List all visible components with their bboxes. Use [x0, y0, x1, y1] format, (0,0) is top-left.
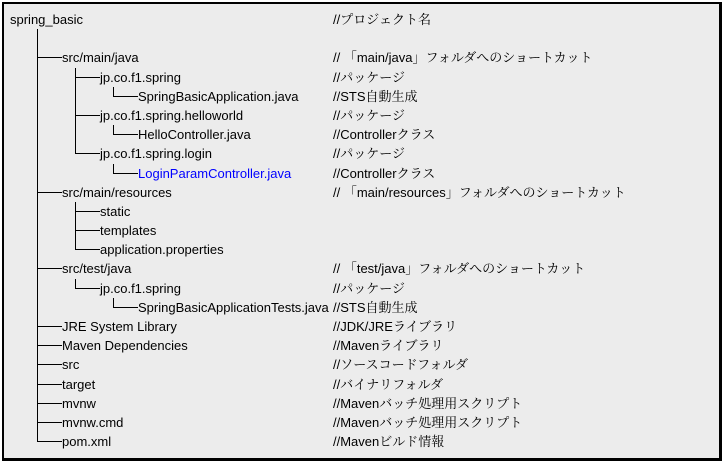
node-label: application.properties — [100, 242, 224, 258]
tree-row — [4, 259, 719, 278]
node-comment: //Mavenバッチ処理用スクリプト — [333, 414, 523, 430]
tree-row — [4, 394, 719, 413]
node-label: spring_basic — [10, 12, 83, 27]
node-comment: // 「main/java」フォルダへのショートカット — [333, 50, 593, 66]
node-comment: //JDK/JREライブラリ — [333, 319, 458, 334]
tree-branch-dash — [37, 268, 62, 269]
node-label: jp.co.f1.spring.login — [100, 146, 213, 162]
node-label: jp.co.f1.spring — [100, 69, 181, 85]
tree-row — [4, 375, 719, 394]
tree-branch-pipe — [37, 87, 38, 106]
node-label: target — [62, 376, 96, 392]
tree-row — [4, 413, 719, 432]
node-comment: //Mavenバッチ処理用スクリプト — [333, 395, 523, 411]
tree-branch-dash — [37, 422, 62, 423]
tree-row — [4, 317, 719, 336]
node-comment: // 「test/java」フォルダへのショートカット — [333, 261, 586, 277]
node-label: JRE System Library — [62, 319, 177, 334]
node-comment: //Controllerクラス — [333, 165, 436, 181]
tree-row — [4, 164, 719, 183]
node-label: Maven Dependencies — [62, 338, 188, 354]
tree-row — [4, 336, 719, 355]
node-comment: //プロジェクト名 — [333, 12, 431, 27]
tree-branch-pipe — [37, 144, 38, 163]
node-label: SpringBasicApplication.java — [138, 88, 299, 104]
node-label: SpringBasicApplicationTests.java — [138, 299, 329, 315]
tree-branch-dash — [37, 403, 62, 404]
tree-branch-dash — [75, 211, 100, 212]
node-comment: //Controllerクラス — [333, 127, 436, 143]
tree-branch-dash — [75, 230, 100, 231]
node-label: src — [62, 357, 80, 373]
node-comment: //パッケージ — [333, 107, 405, 123]
tree-branch-pipe — [37, 68, 38, 87]
node-comment: //バイナリフォルダ — [333, 376, 444, 392]
tree-row — [4, 279, 719, 298]
node-comment: //Mavenビルド情報 — [333, 434, 445, 450]
tree-row — [4, 221, 719, 240]
tree-branch-dash — [37, 441, 62, 442]
tree-row — [4, 10, 719, 29]
node-label: jp.co.f1.spring.helloworld — [100, 107, 244, 123]
project-tree — [4, 4, 719, 458]
tree-branch-pipe — [37, 240, 38, 259]
node-comment: //STS自動生成 — [333, 88, 418, 104]
tree-row — [4, 29, 719, 48]
tree-branch-pipe — [37, 125, 38, 144]
tree-branch-dash — [113, 173, 138, 174]
tree-branch-dash — [37, 364, 62, 365]
node-comment: //STS自動生成 — [333, 299, 418, 315]
tree-branch-dash — [75, 249, 100, 250]
tree-row — [4, 240, 719, 259]
tree-branch-dash — [37, 192, 62, 193]
tree-row — [4, 48, 719, 67]
tree-row — [4, 202, 719, 221]
tree-branch-dash — [75, 153, 100, 154]
tree-row — [4, 68, 719, 87]
tree-branch-dash — [37, 57, 62, 58]
node-comment: // 「main/resources」フォルダへのショートカット — [333, 184, 626, 200]
node-label: templates — [100, 223, 157, 239]
node-comment: //パッケージ — [333, 280, 405, 296]
tree-branch-dash — [113, 134, 138, 135]
tree-branch-dash — [37, 345, 62, 346]
tree-branch-dash — [113, 96, 138, 97]
tree-branch-pipe — [75, 125, 76, 144]
tree-row — [4, 355, 719, 374]
node-label: src/test/java — [62, 261, 132, 277]
tree-row — [4, 144, 719, 163]
tree-branch-pipe — [37, 221, 38, 240]
node-label: jp.co.f1.spring — [100, 280, 181, 296]
project-structure-panel — [2, 2, 722, 461]
tree-branch-dash — [113, 307, 138, 308]
tree-branch-pipe — [37, 164, 38, 183]
tree-branch-pipe — [37, 298, 38, 317]
node-label: src/main/resources — [62, 184, 172, 200]
tree-branch-dash — [75, 77, 100, 78]
node-label: src/main/java — [62, 50, 139, 66]
tree-row — [4, 183, 719, 202]
node-label: HelloController.java — [138, 127, 251, 143]
node-label: mvnw — [62, 395, 96, 411]
tree-row — [4, 298, 719, 317]
node-comment: //パッケージ — [333, 146, 405, 162]
tree-branch-pipe — [37, 106, 38, 125]
tree-branch-pipe — [75, 87, 76, 106]
node-comment: //Mavenライブラリ — [333, 338, 444, 354]
tree-branch-dash — [37, 326, 62, 327]
tree-row — [4, 125, 719, 144]
node-comment: //ソースコードフォルダ — [333, 357, 469, 373]
tree-row — [4, 87, 719, 106]
tree-branch-pipe — [37, 279, 38, 298]
tree-branch-dash — [37, 384, 62, 385]
tree-branch-pipe — [37, 202, 38, 221]
node-label: pom.xml — [62, 434, 112, 450]
tree-row — [4, 432, 719, 451]
node-label-link[interactable]: LoginParamController.java — [138, 165, 292, 181]
tree-row — [4, 106, 719, 125]
tree-branch-pipe — [37, 29, 38, 48]
tree-branch-dash — [75, 288, 100, 289]
node-comment: //パッケージ — [333, 69, 405, 85]
tree-branch-dash — [75, 115, 100, 116]
node-label: mvnw.cmd — [62, 414, 124, 430]
node-label: static — [100, 203, 131, 219]
